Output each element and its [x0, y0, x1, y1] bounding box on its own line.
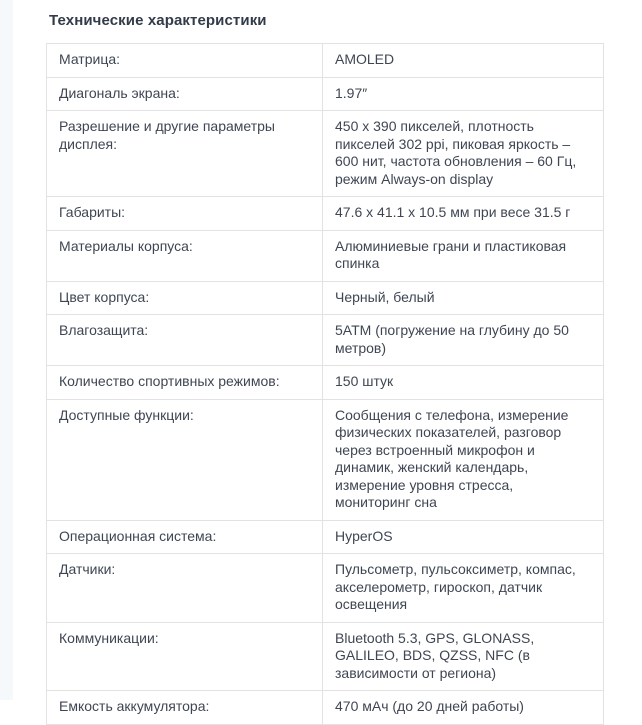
page-left-gutter	[0, 0, 13, 700]
spec-label: Разрешение и другие параметры дисплея:	[47, 111, 323, 197]
table-row	[47, 554, 604, 623]
content-area	[46, 12, 577, 725]
specs-table-body	[47, 44, 604, 725]
spec-value: Bluetooth 5.3, GPS, GLONASS, GALILEO, BDS, QZSS, NFC (в зависимости от региона)	[323, 622, 604, 691]
table-row	[47, 44, 604, 78]
spec-value: 150 штук	[323, 366, 604, 400]
specs-table	[46, 43, 604, 725]
spec-value: HyperOS	[323, 520, 604, 554]
spec-label: Диагональ экрана:	[47, 77, 323, 111]
spec-value: 470 мАч (до 20 дней работы)	[323, 691, 604, 725]
table-row	[47, 197, 604, 231]
spec-value: Черный, белый	[323, 281, 604, 315]
table-row	[47, 281, 604, 315]
table-row	[47, 691, 604, 725]
table-row	[47, 315, 604, 366]
table-row	[47, 366, 604, 400]
spec-label: Емкость аккумулятора:	[47, 691, 323, 725]
table-row	[47, 399, 604, 520]
spec-label: Влагозащита:	[47, 315, 323, 366]
spec-label: Материалы корпуса:	[47, 230, 323, 281]
spec-value: AMOLED	[323, 44, 604, 78]
spec-label: Цвет корпуса:	[47, 281, 323, 315]
spec-value: 450 х 390 пикселей, плотность пикселей 302 ppi, пиковая яркость – 600 нит, частота обновления – 60 Гц, режим Always-on display	[323, 111, 604, 197]
spec-value: 47.6 х 41.1 х 10.5 мм при весе 31.5 г	[323, 197, 604, 231]
spec-label: Операционная система:	[47, 520, 323, 554]
page-title: Технические характеристики	[49, 12, 267, 29]
spec-value: Алюминиевые грани и пластиковая спинка	[323, 230, 604, 281]
spec-value: 1.97″	[323, 77, 604, 111]
spec-value: Сообщения с телефона, измерение физических показателей, разговор через встроенный микрофон и динамик, женский календарь, измерение уровня стресса, мониторинг сна	[323, 399, 604, 520]
spec-label: Габариты:	[47, 197, 323, 231]
spec-label: Количество спортивных режимов:	[47, 366, 323, 400]
table-row	[47, 230, 604, 281]
table-row	[47, 111, 604, 197]
table-row	[47, 520, 604, 554]
spec-value: 5ATM (погружение на глубину до 50 метров)	[323, 315, 604, 366]
spec-label: Датчики:	[47, 554, 323, 623]
table-row	[47, 77, 604, 111]
table-row	[47, 622, 604, 691]
spec-label: Доступные функции:	[47, 399, 323, 520]
spec-label: Матрица:	[47, 44, 323, 78]
spec-value: Пульсометр, пульсоксиметр, компас, акселерометр, гироскоп, датчик освещения	[323, 554, 604, 623]
spec-label: Коммуникации:	[47, 622, 323, 691]
